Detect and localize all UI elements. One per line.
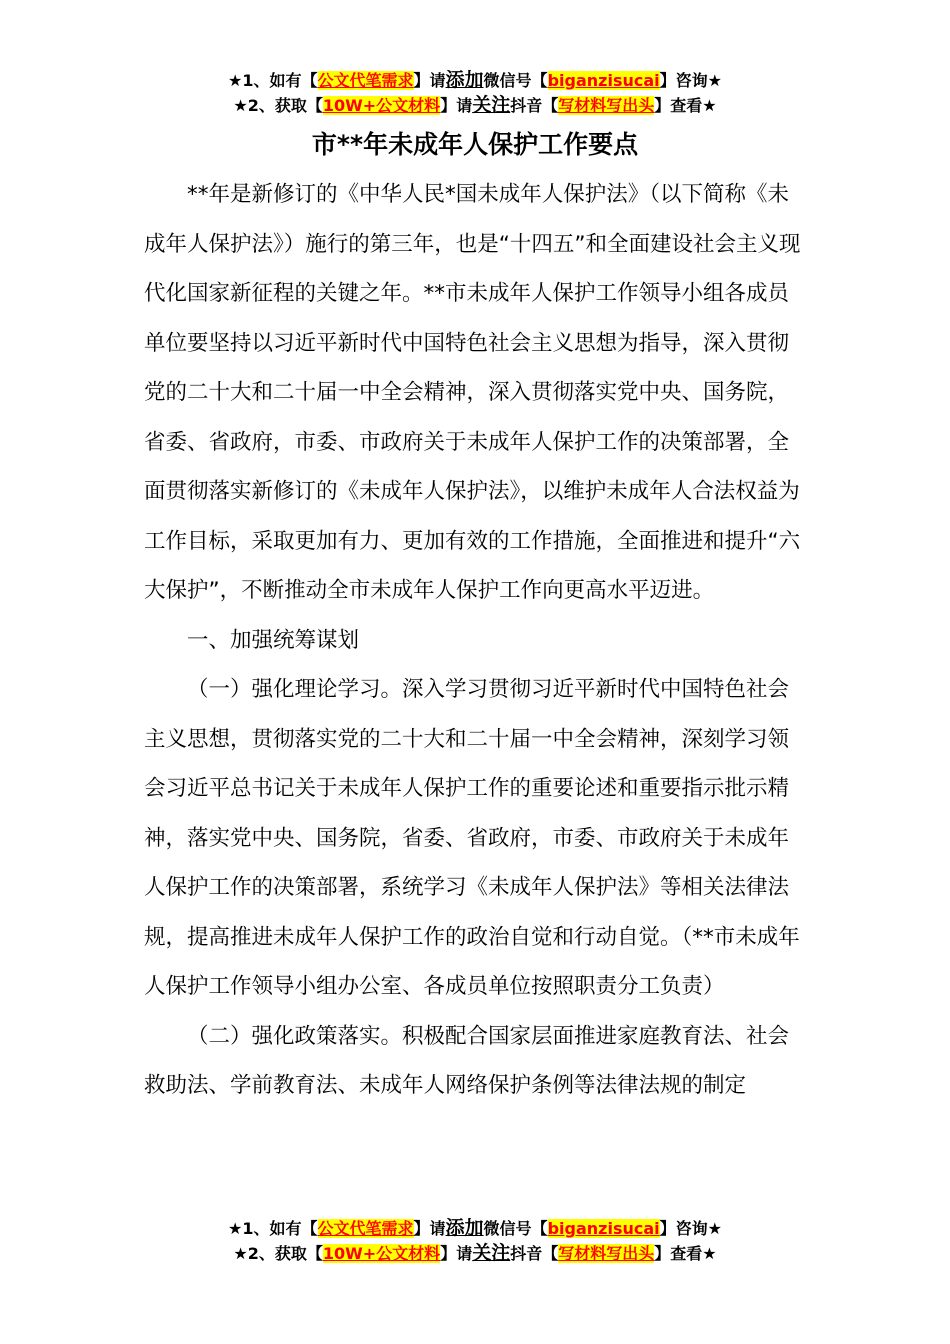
promo-text: ★2、获取【 [233,96,323,115]
promo-emphasis: 关注 [472,94,511,116]
paragraph-1-1: （一）强化理论学习。深入学习贯彻习近平新时代中国特色社会主义思想，贯彻落实党的二十大和二十届一中全会精神，深刻学习领会习近平总书记关于未成年人保护工作的重要论述和重要指示批示精神，落实党中央、国务院，省委、省政府，市委、市政府关于未成年人保护工作的决策部署，系统学习《未成年人保护法》等相关法律法规，提高推进未成年人保护工作的政治自觉和行动自觉。（**市未成年人保护工作领导小组办公室、各成员单位按照职责分工负责） [144,677,800,999]
promo-text: 抖音【 [510,1244,559,1263]
promo-line-2 [0,93,950,118]
promo-highlight: 公文代笔需求 [317,1219,414,1238]
promo-text: 微信号【 [483,71,548,90]
promo-douyin-id: 写材料写出头 [558,96,655,115]
promo-text: ★1、如有【 [228,71,318,90]
promo-text: 】查看★ [654,96,717,115]
promo-highlight: 10W+公文材料 [322,96,441,115]
promo-emphasis: 添加 [445,1217,484,1239]
promo-emphasis: 关注 [472,1242,511,1264]
promo-text: 】请 [440,1244,473,1263]
promo-line-1 [0,68,950,93]
promo-emphasis: 添加 [445,69,484,91]
promo-text: ★2、获取【 [233,1244,323,1263]
section-heading-1: 一、加强统筹谋划 [187,627,360,653]
promo-text: 】咨询★ [659,71,722,90]
promo-banner-top [0,68,950,118]
document-body [144,170,810,1111]
promo-banner-bottom [0,1216,950,1266]
promo-wechat-id: biganzisucai [547,1219,660,1238]
paragraph-intro: **年是新修订的《中华人民*国未成年人保护法》（以下简称《未成年人保护法》）施行的第三年，也是“十四五”和全面建设社会主义现代化国家新征程的关键之年。**市未成年人保护工作领导小组各成员单位要坚持以习近平新时代中国特色社会主义思想为指导，深入贯彻党的二十大和二十届一中全会精神，深入贯彻落实党中央、国务院，省委、省政府，市委、市政府关于未成年人保护工作的决策部署，全面贯彻落实新修订的《未成年人保护法》，以维护未成年人合法权益为工作目标，采取更加有力、更加有效的工作措施，全面推进和提升“六大保护”，不断推动全市未成年人保护工作向更高水平迈进。 [144,182,801,603]
promo-line-2 [0,1241,950,1266]
promo-highlight: 公文代笔需求 [317,71,414,90]
promo-text: 】查看★ [654,1244,717,1263]
promo-highlight: 10W+公文材料 [322,1244,441,1263]
promo-line-1 [0,1216,950,1241]
paragraph-1-2: （二）强化政策落实。积极配合国家层面推进家庭教育法、社会救助法、学前教育法、未成年人网络保护条例等法律法规的制定 [144,1023,790,1098]
promo-text: ★1、如有【 [228,1219,318,1238]
promo-text: 】咨询★ [659,1219,722,1238]
promo-text: 】请 [440,96,473,115]
promo-text: 抖音【 [510,96,559,115]
promo-wechat-id: biganzisucai [547,71,660,90]
promo-text: 】请 [413,71,446,90]
promo-text: 】请 [413,1219,446,1238]
promo-text: 微信号【 [483,1219,548,1238]
document-title: 市**年未成年人保护工作要点 [311,130,639,159]
promo-douyin-id: 写材料写出头 [558,1244,655,1263]
